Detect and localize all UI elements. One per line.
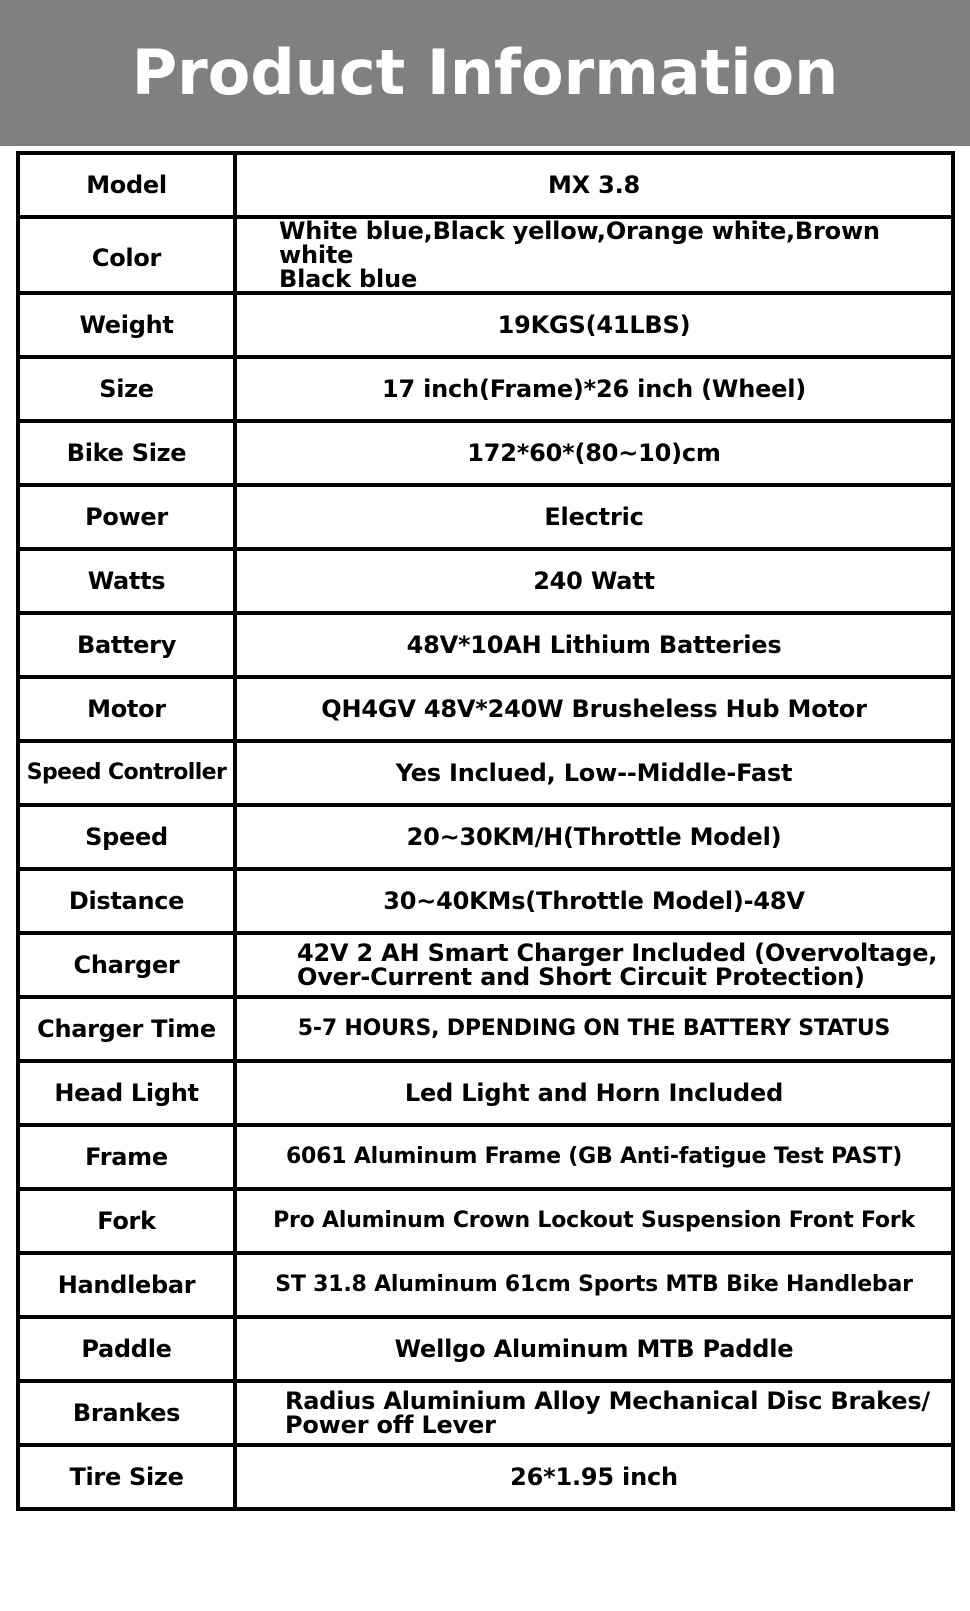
spec-value-line: White blue,Black yellow,Orange white,Brown white [279,217,880,269]
spec-value: MX 3.8 [235,153,953,217]
spec-label: Speed [18,805,235,869]
spec-label: Battery [18,613,235,677]
table-row-weight [18,293,953,357]
spec-value-line: Radius Aluminium Alloy Mechanical Disc Brakes/ [285,1387,930,1415]
spec-label: Power [18,485,235,549]
table-row-head-light [18,1061,953,1125]
table-row-bike-size [18,421,953,485]
spec-value: Electric [235,485,953,549]
table-row-paddle [18,1317,953,1381]
spec-label: Watts [18,549,235,613]
spec-value-line: Over-Current and Short Circuit Protection) [297,963,865,991]
spec-value [235,217,953,293]
spec-value-line: Black blue [279,265,418,293]
table-row-frame [18,1125,953,1189]
table-row-fork [18,1189,953,1253]
spec-label: Color [18,217,235,293]
table-row-size [18,357,953,421]
page-title: Product Information [131,35,839,109]
table-row-charger [18,933,953,997]
spec-value: 5-7 HOURS, DPENDING ON THE BATTERY STATUS [235,997,953,1061]
spec-label: Frame [18,1125,235,1189]
table-row-color [18,217,953,293]
spec-value: 240 Watt [235,549,953,613]
spec-label: Brankes [18,1381,235,1445]
table-row-speed-controller [18,741,953,805]
product-spec-table [16,151,955,1511]
spec-label: Paddle [18,1317,235,1381]
table-row-handlebar [18,1253,953,1317]
spec-value: 20~30KM/H(Throttle Model) [235,805,953,869]
spec-value: 6061 Aluminum Frame (GB Anti-fatigue Test PAST) [235,1125,953,1189]
spec-label: Weight [18,293,235,357]
spec-label: Distance [18,869,235,933]
table-row-motor [18,677,953,741]
page-header [0,0,970,146]
spec-value: 172*60*(80~10)cm [235,421,953,485]
table-row-brakes [18,1381,953,1445]
spec-value: Pro Aluminum Crown Lockout Suspension Front Fork [235,1189,953,1253]
table-row-tire-size [18,1445,953,1509]
spec-value-line: 42V 2 AH Smart Charger Included (Overvoltage, [297,939,938,967]
spec-label: Head Light [18,1061,235,1125]
spec-label: Tire Size [18,1445,235,1509]
spec-label: Bike Size [18,421,235,485]
spec-value: ST 31.8 Aluminum 61cm Sports MTB Bike Handlebar [235,1253,953,1317]
table-row-watts [18,549,953,613]
spec-label: Charger [18,933,235,997]
table-row-speed [18,805,953,869]
spec-value: Yes Inclued, Low--Middle-Fast [235,741,953,805]
spec-value-line: Power off Lever [285,1411,496,1439]
spec-label: Handlebar [18,1253,235,1317]
spec-label: Motor [18,677,235,741]
spec-label: Charger Time [18,997,235,1061]
spec-label: Speed Controller [18,741,235,805]
spec-value [235,933,953,997]
table-row-battery [18,613,953,677]
spec-label: Model [18,153,235,217]
spec-value: 17 inch(Frame)*26 inch (Wheel) [235,357,953,421]
spec-value: Wellgo Aluminum MTB Paddle [235,1317,953,1381]
spec-value [235,1381,953,1445]
spec-value: Led Light and Horn Included [235,1061,953,1125]
spec-value: 26*1.95 inch [235,1445,953,1509]
spec-value: 30~40KMs(Throttle Model)-48V [235,869,953,933]
table-row-power [18,485,953,549]
table-row-distance [18,869,953,933]
table-row-model [18,153,953,217]
spec-value: 19KGS(41LBS) [235,293,953,357]
table-row-charger-time [18,997,953,1061]
spec-value: 48V*10AH Lithium Batteries [235,613,953,677]
spec-label: Size [18,357,235,421]
spec-value: QH4GV 48V*240W Brusheless Hub Motor [235,677,953,741]
spec-label: Fork [18,1189,235,1253]
